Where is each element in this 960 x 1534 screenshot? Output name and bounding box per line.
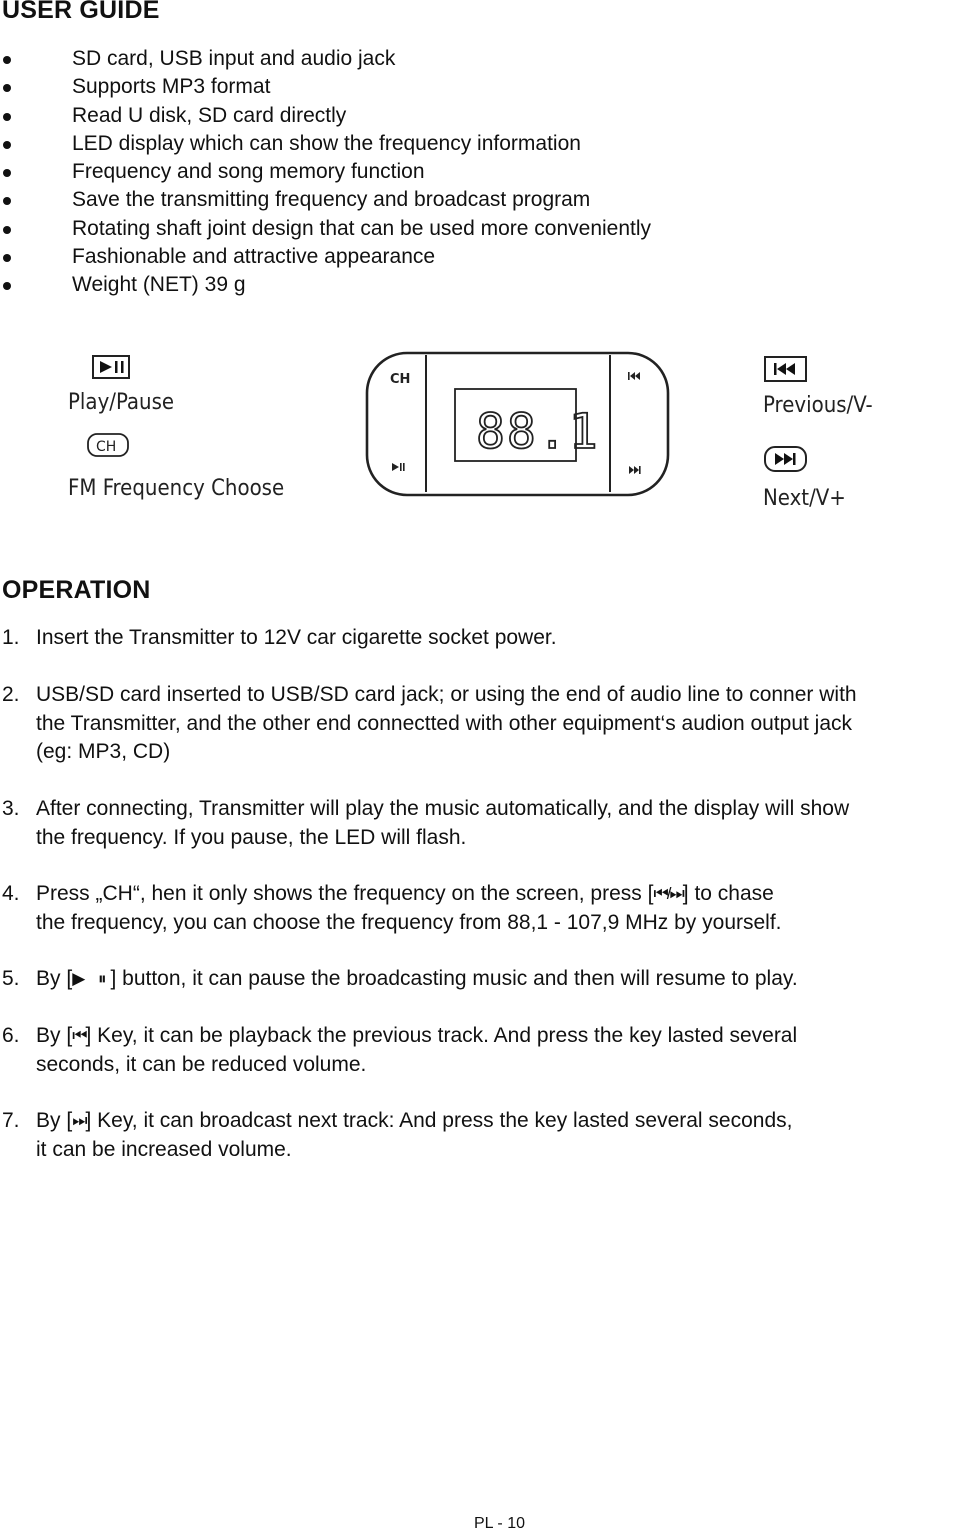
next-label: Next/V+	[763, 486, 846, 511]
ch-button-label: CH	[390, 372, 411, 387]
bullet-icon	[3, 169, 11, 177]
ch-key-icon	[88, 434, 128, 456]
bullet-icon	[3, 226, 11, 234]
transmitter-device	[367, 353, 668, 495]
play-pause-key-icon	[93, 356, 129, 378]
led-frequency-value: 88.1	[476, 404, 600, 460]
bullet-icon	[3, 254, 11, 262]
play-pause-label: Play/Pause	[68, 390, 175, 415]
bullet-icon	[3, 197, 11, 205]
fm-frequency-choose-label: FM Frequency Choose	[68, 476, 285, 501]
bullet-icon	[3, 282, 11, 290]
previous-icon: ⏮	[72, 1026, 86, 1045]
ch-key-text: CH	[96, 439, 117, 455]
page-title: USER GUIDE	[2, 0, 160, 24]
bullet-icon	[3, 56, 11, 64]
bullet-icon	[3, 141, 11, 149]
bullet-icon	[3, 113, 11, 121]
operation-heading: OPERATION	[2, 576, 151, 604]
play-pause-icon: ▶ ⏸	[72, 969, 111, 988]
next-icon: ⏭	[72, 1111, 86, 1130]
page-number: PL - 10	[474, 1515, 525, 1532]
previous-label: Previous/V-	[763, 393, 873, 418]
previous-key-icon	[765, 357, 806, 381]
next-key-icon	[765, 447, 806, 471]
device-diagram	[0, 340, 960, 530]
bullet-icon	[3, 84, 11, 92]
previous-next-icon: ⏮/⏭	[653, 884, 683, 903]
